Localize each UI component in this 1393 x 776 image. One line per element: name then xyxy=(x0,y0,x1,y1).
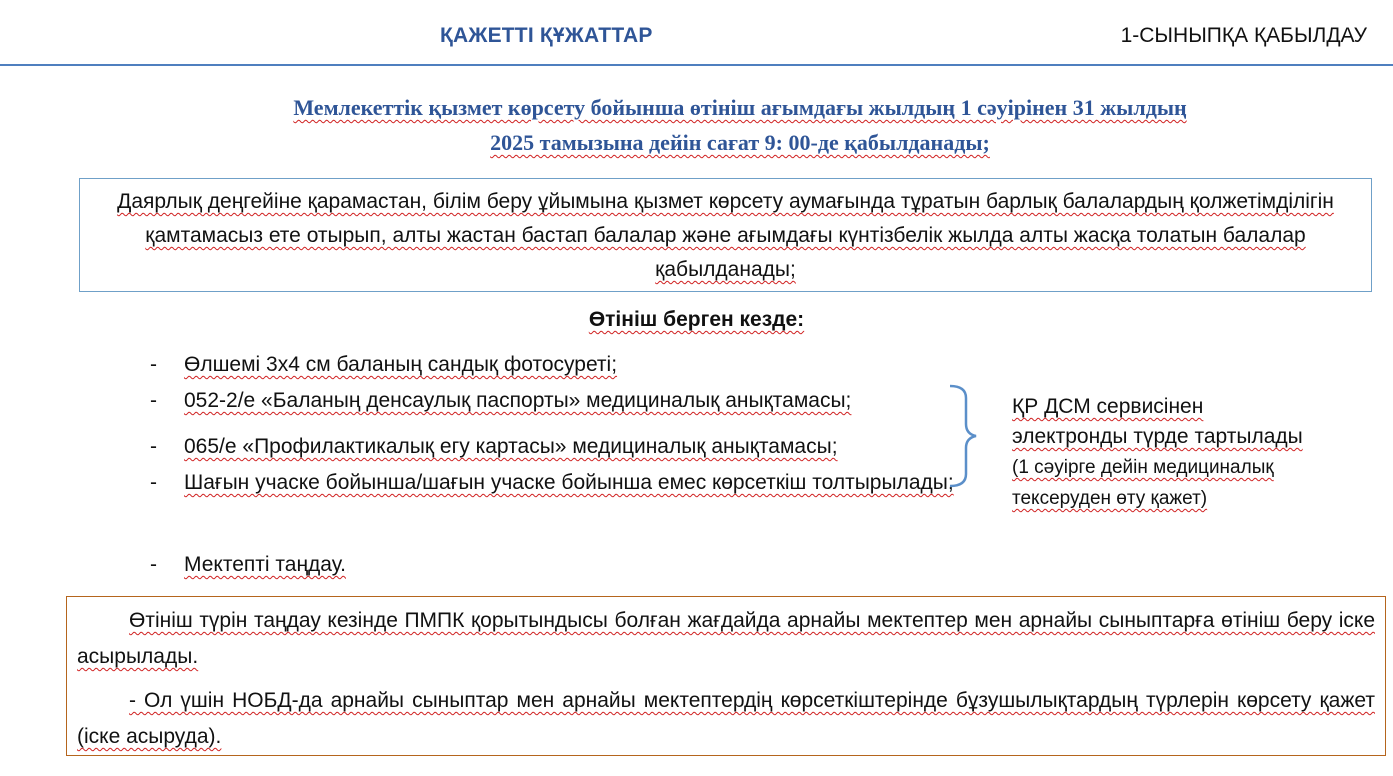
list-item-text: Шағын учаске бойынша/шағын учаске бойынша емес көрсеткіш толтырылады; xyxy=(184,471,954,494)
header-divider xyxy=(0,64,1393,66)
special-box xyxy=(66,596,1386,756)
title-line-2: 2025 тамызына дейін сағат 9: 00-де қабылданады; xyxy=(490,130,990,155)
side-note xyxy=(1012,392,1312,514)
list-dash: - xyxy=(150,471,157,494)
list-dash: - xyxy=(150,435,157,458)
list-item xyxy=(146,466,988,534)
list-item-text: Өлшемі 3х4 см баланың сандық фотосуреті; xyxy=(184,353,618,376)
list-item xyxy=(146,430,988,464)
list-item-text: 052-2/е «Баланың денсаулық паспорты» медициналық анықтамасы; xyxy=(184,389,852,412)
header-left-title: ҚАЖЕТТІ ҚҰЖАТТАР xyxy=(440,24,653,47)
list-dash: - xyxy=(150,353,157,376)
documents-list xyxy=(146,348,988,582)
eligibility-box xyxy=(79,178,1372,292)
sub-heading-text: Өтініш берген кезде: xyxy=(588,308,805,331)
page-title xyxy=(160,90,1320,160)
list-item xyxy=(146,548,988,582)
list-dash: - xyxy=(150,553,157,576)
special-paragraph-2-text: - Ол үшін НОБД-да арнайы сыныптар мен арнайы мектептердің көрсеткіштерінде бұзушылықтардың түрлерін көрсету қажет (іске асыруда). xyxy=(77,689,1375,748)
list-dash: - xyxy=(150,389,157,412)
title-line-1: Мемлекеттік қызмет көрсету бойынша өтініш ағымдағы жылдың 1 сәуірінен 31 жылдың xyxy=(293,95,1187,120)
special-paragraph-2 xyxy=(77,683,1375,755)
eligibility-text: Даярлық деңгейіне қарамастан, білім беру ұйымына қызмет көрсету аумағында тұратын барлық балалардың қолжетімділігін қамтамасыз ете отырып, алты жастан бастап балалар және ағымдағы күнтізбелік жылда алты жасқа толатын балалар қабылданады; xyxy=(117,190,1334,281)
special-paragraph-1 xyxy=(77,603,1375,675)
special-paragraph-1-text: Өтініш түрін таңдау кезінде ПМПК қорытындысы болған жағдайда арнайы мектептер мен арнайы сыныптарға өтініш беру іске асырылады. xyxy=(77,609,1375,668)
header-right-title: 1-СЫНЫПҚА ҚАБЫЛДАУ xyxy=(1120,24,1367,47)
brace-icon xyxy=(948,384,978,488)
side-note-small: (1 сәуірге дейін медициналық тексеруден өту қажет) xyxy=(1012,457,1274,509)
list-item-text: Мектепті таңдау. xyxy=(184,553,346,576)
list-item xyxy=(146,348,988,382)
side-note-main: ҚР ДСМ сервисінен электронды түрде тартылады xyxy=(1012,395,1303,448)
list-item-text: 065/е «Профилактикалық егу картасы» медициналық анықтамасы; xyxy=(184,435,838,458)
sub-heading xyxy=(0,308,1393,332)
list-item xyxy=(146,384,988,418)
